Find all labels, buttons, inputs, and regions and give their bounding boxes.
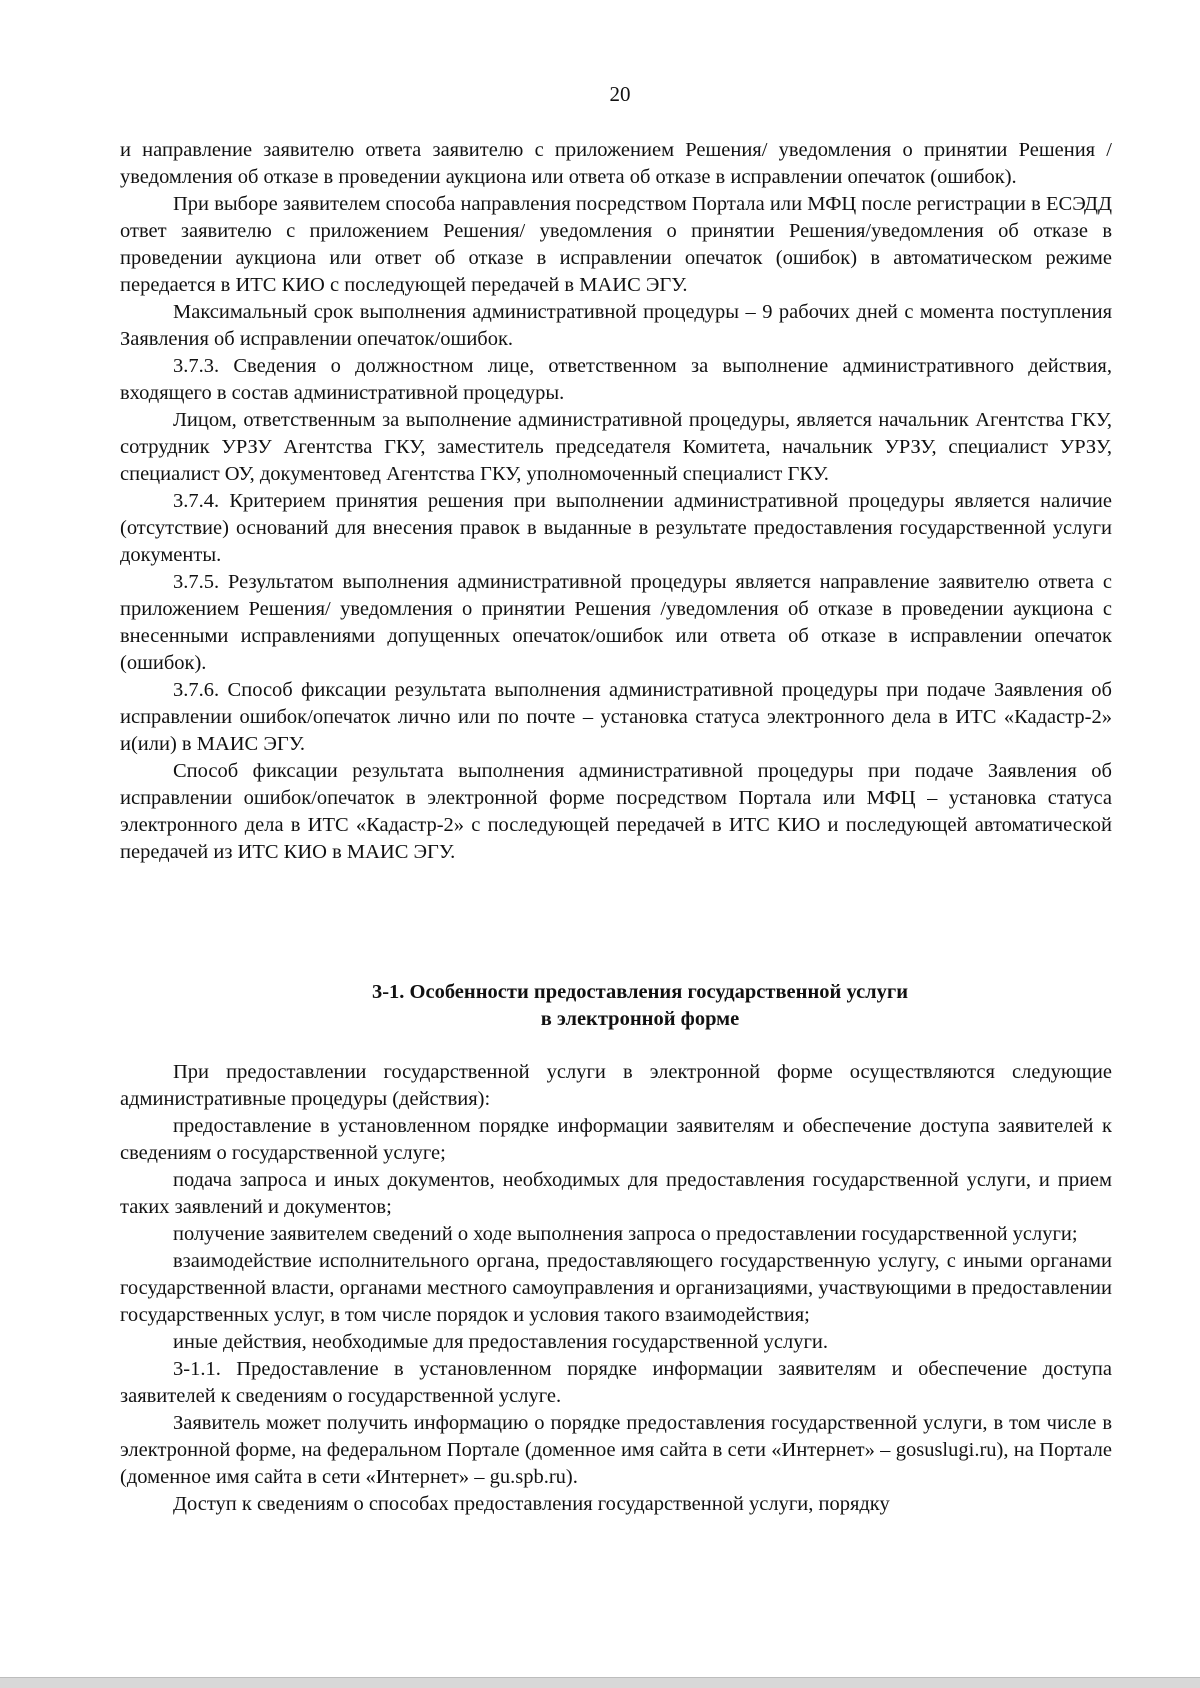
paragraph: взаимодействие исполнительного органа, предоставляющего государственную услугу, с иными органами государственной власти, органами местного самоуправления и организациями, участвующими в предоставлении государственных услуг, в том числе порядок и условия такого взаимодействия; — [120, 1250, 1112, 1326]
section-heading-line: 3-1. Особенности предоставления государственной услуги — [371, 981, 909, 1003]
paragraph: Доступ к сведениям о способах предоставления государственной услуги, порядку — [173, 1493, 890, 1515]
section-heading — [120, 979, 1160, 1033]
page-number: 20 — [609, 82, 631, 106]
paragraph: 3.7.5. Результатом выполнения административной процедуры является направление заявителю ответа с приложением Решения/ уведомления о принятии Решения /уведомления об отказе в проведении аукциона с внесенными исправлениями допущенных опечаток/ошибок или ответа об отказе в исправлении опечаток (ошибок). — [120, 571, 1112, 674]
section-heading-line: в электронной форме — [540, 1008, 740, 1030]
body-text-top — [120, 137, 1112, 866]
paragraph: 3.7.6. Способ фиксации результата выполнения административной процедуры при подаче Заявления об исправлении ошибок/опечаток лично или по почте – установка статуса электронного дела в ИТС «Кадастр-2» и(или) в МАИС ЭГУ. — [120, 679, 1112, 755]
paragraph: 3.7.4. Критерием принятия решения при выполнении административной процедуры является наличие (отсутствие) оснований для внесения правок в выданные в результате предоставления государственной услуги документы. — [120, 490, 1112, 566]
scan-bottom-edge — [0, 1677, 1200, 1688]
paragraph: Лицом, ответственным за выполнение административной процедуры, является начальник Агентства ГКУ, сотрудник УРЗУ Агентства ГКУ, заместитель председателя Комитета, начальник УРЗУ, специалист УРЗУ, специалист ОУ, документовед Агентства ГКУ, уполномоченный специалист ГКУ. — [120, 409, 1112, 485]
paragraph: Максимальный срок выполнения административной процедуры – 9 рабочих дней с момента поступления Заявления об исправлении опечаток/ошибок. — [120, 301, 1112, 350]
paragraph: При выборе заявителем способа направления посредством Портала или МФЦ после регистрации в ЕСЭДД ответ заявителю с приложением Решения/ уведомления о принятии Решения/уведомления об отказе в проведении аукциона или ответ об отказе в исправлении опечаток (ошибок) в автоматическом режиме передается в ИТС КИО с последующей передачей в МАИС ЭГУ. — [120, 193, 1112, 296]
paragraph: 3-1.1. Предоставление в установленном порядке информации заявителям и обеспечение доступа заявителей к сведениям о государственной услуге. — [120, 1358, 1112, 1407]
body-text-bottom — [120, 1059, 1112, 1518]
paragraph: подача запроса и иных документов, необходимых для предоставления государственной услуги, и прием таких заявлений и документов; — [120, 1169, 1112, 1218]
paragraph: Заявитель может получить информацию о порядке предоставления государственной услуги, в том числе в электронной форме, на федеральном Портале (доменное имя сайта в сети «Интернет» – gosuslugi.ru), на Портале (доменное имя сайта в сети «Интернет» – gu.spb.ru). — [120, 1412, 1112, 1488]
paragraph: получение заявителем сведений о ходе выполнения запроса о предоставлении государственной услуги; — [173, 1223, 1078, 1245]
paragraph: 3.7.3. Сведения о должностном лице, ответственном за выполнение административного действия, входящего в состав административной процедуры. — [120, 355, 1112, 404]
paragraph: и направление заявителю ответа заявителю с приложением Решения/ уведомления о принятии Решения /уведомления об отказе в проведении аукциона или ответа об отказе в исправлении опечаток (ошибок). — [120, 139, 1112, 188]
paragraph: предоставление в установленном порядке информации заявителям и обеспечение доступа заявителей к сведениям о государственной услуге; — [120, 1115, 1112, 1164]
paragraph: Способ фиксации результата выполнения административной процедуры при подаче Заявления об исправлении ошибок/опечаток в электронной форме посредством Портала или МФЦ – установка статуса электронного дела в ИТС «Кадастр-2» с последующей передачей в ИТС КИО и последующей автоматической передачей из ИТС КИО в МАИС ЭГУ. — [120, 760, 1112, 863]
paragraph: иные действия, необходимые для предоставления государственной услуги. — [173, 1331, 828, 1353]
paragraph: При предоставлении государственной услуги в электронной форме осуществляются следующие административные процедуры (действия): — [120, 1061, 1112, 1110]
